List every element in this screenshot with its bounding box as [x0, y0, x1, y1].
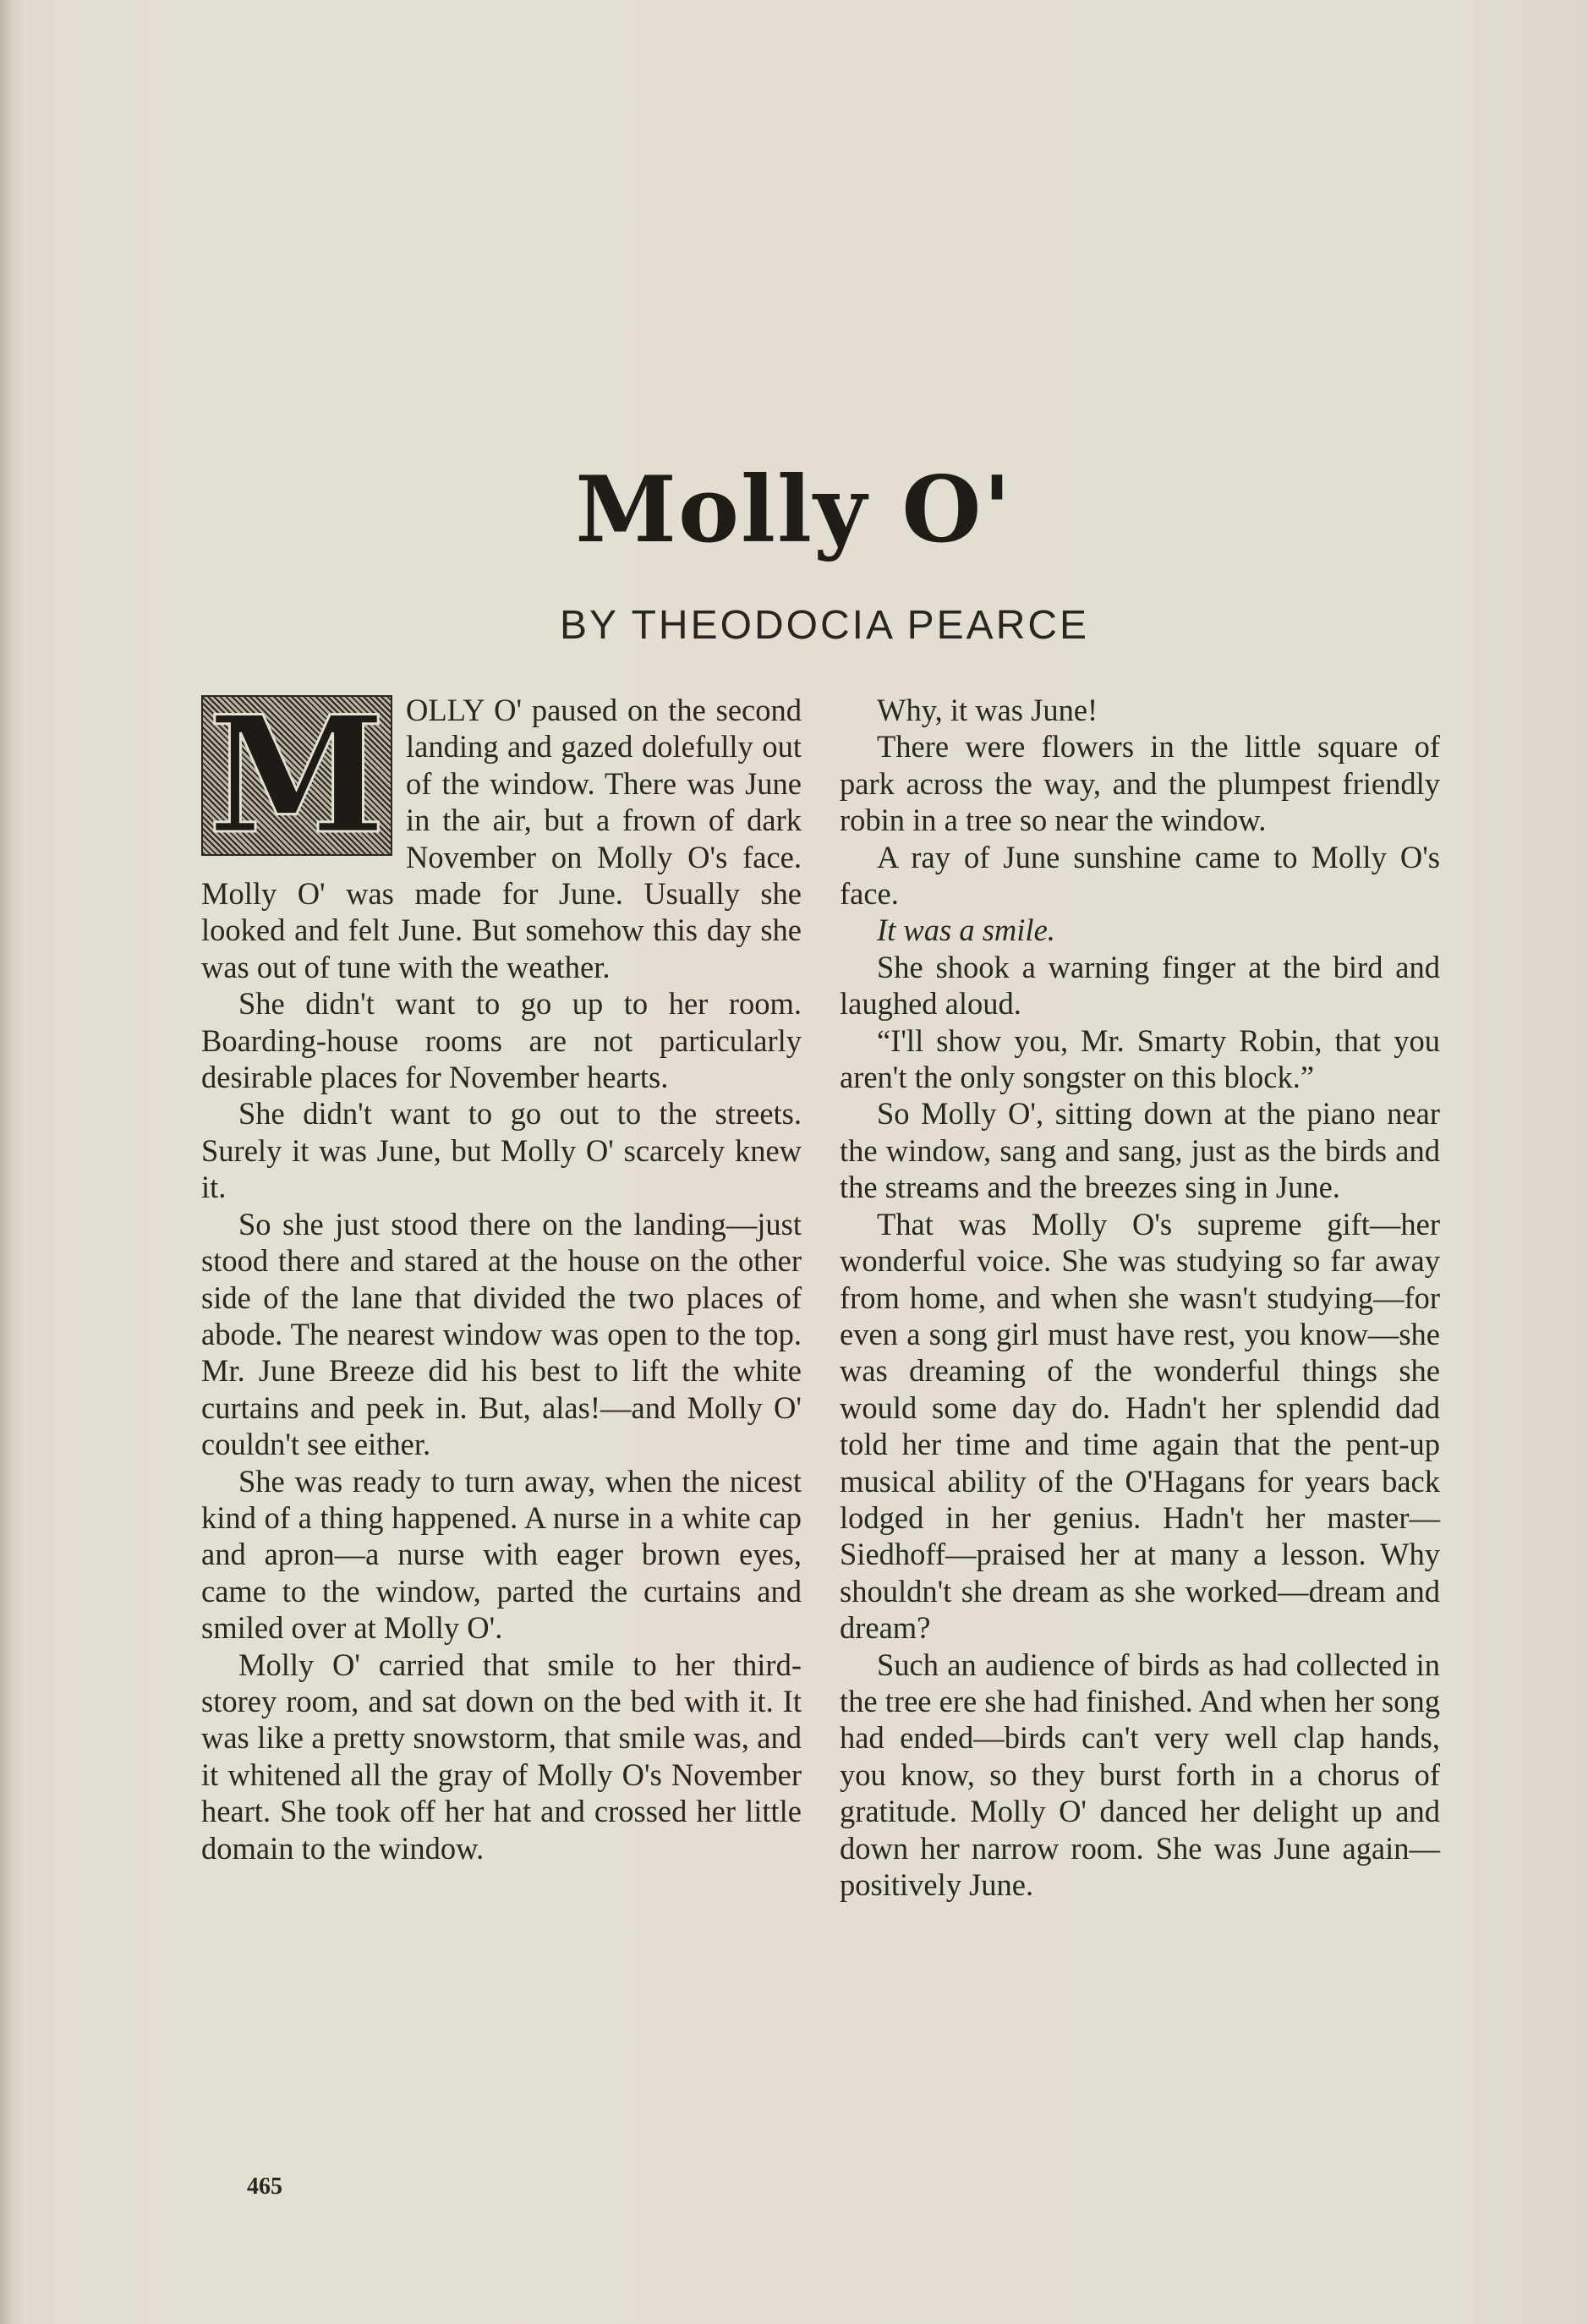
paragraph: That was Molly O's supreme gift—her wonderful voice. She was studying so far away from home, and when she wasn't studying—for even a song girl must have rest, you know—she was dreaming of the wonderful things she would some day do. Hadn't her splendid dad told her time and time again that the pent-up musical ability of the O'Hagans for years back lodged in her genius. Hadn't her master—Siedhoff—praised her at many a lesson. Why shouldn't she dream as she worked—dream and dream?: [840, 1206, 1440, 1646]
paragraph: She was ready to turn away, when the nicest kind of a thing happened. A nurse in a white cap and apron—a nurse with eager brown eyes, came to the window, parted the curtains and smiled over at Molly O'.: [201, 1463, 802, 1646]
paragraph: Why, it was June!: [877, 693, 1098, 727]
page-binding-edge: [0, 0, 12, 2324]
text-column-left: [201, 681, 802, 1866]
text-column-right: [840, 692, 1440, 1903]
paragraph: A ray of June sunshine came to Molly O's face.: [840, 839, 1440, 912]
paragraph: So she just stood there on the landing—just stood there and stared at the house on the other side of the lane that divided the two places of abode. The nearest window was open to the top. Mr. June Breeze did his best to lift the white curtains and peek in. But, alas!—and Molly O' couldn't see either.: [201, 1206, 802, 1462]
paragraph: She shook a warning finger at the bird and laughed aloud.: [840, 949, 1440, 1022]
paragraph: She didn't want to go up to her room. Boarding-house rooms are not particularly desirable places for November hearts.: [201, 986, 802, 1095]
paragraph: So Molly O', sitting down at the piano near the window, sang and sang, just as the birds and the streams and the breezes sing in June.: [840, 1096, 1440, 1205]
first-paragraph: [201, 681, 802, 985]
story-title: Molly O': [575, 457, 1013, 563]
illuminated-dropcap: [201, 681, 392, 869]
paragraph: Such an audience of birds as had collected in the tree ere she had finished. And when her song had ended—birds can't very well clap hands, you know, so they burst forth in a chorus of gratitude. Molly O' danced her delight up and down her narrow room. She was June again—positively June.: [840, 1647, 1440, 1902]
paragraph: There were flowers in the little square of park across the way, and the plumpest friendly robin in a tree so near the window.: [840, 729, 1440, 838]
story-byline: BY THEODOCIA PEARCE: [559, 603, 1090, 648]
first-paragraph-text: OLLY O' paused on the second landing and gazed dolefully out of the window. There was June in the air, but a frown of dark November on Molly O's face. Molly O' was made for June. Usually she looked and felt June. But somehow this day she was out of tune with the weather.: [201, 693, 802, 984]
dropcap-letter: M: [207, 681, 386, 869]
paragraph: She didn't want to go out to the streets. Surely it was June, but Molly O' scarcely knew it.: [201, 1096, 802, 1205]
page-number: 465: [247, 2173, 282, 2200]
paragraph-italic: [840, 912, 1440, 948]
italic-line: It was a smile.: [877, 913, 1055, 948]
paragraph: Molly O' carried that smile to her third-storey room, and sat down on the bed with it. It was like a pretty snowstorm, that smile was, and it whitened all the gray of Molly O's November heart. She took off her hat and crossed her little domain to the window.: [201, 1647, 802, 1866]
paragraph: “I'll show you, Mr. Smarty Robin, that you aren't the only songster on this block.”: [840, 1022, 1440, 1095]
